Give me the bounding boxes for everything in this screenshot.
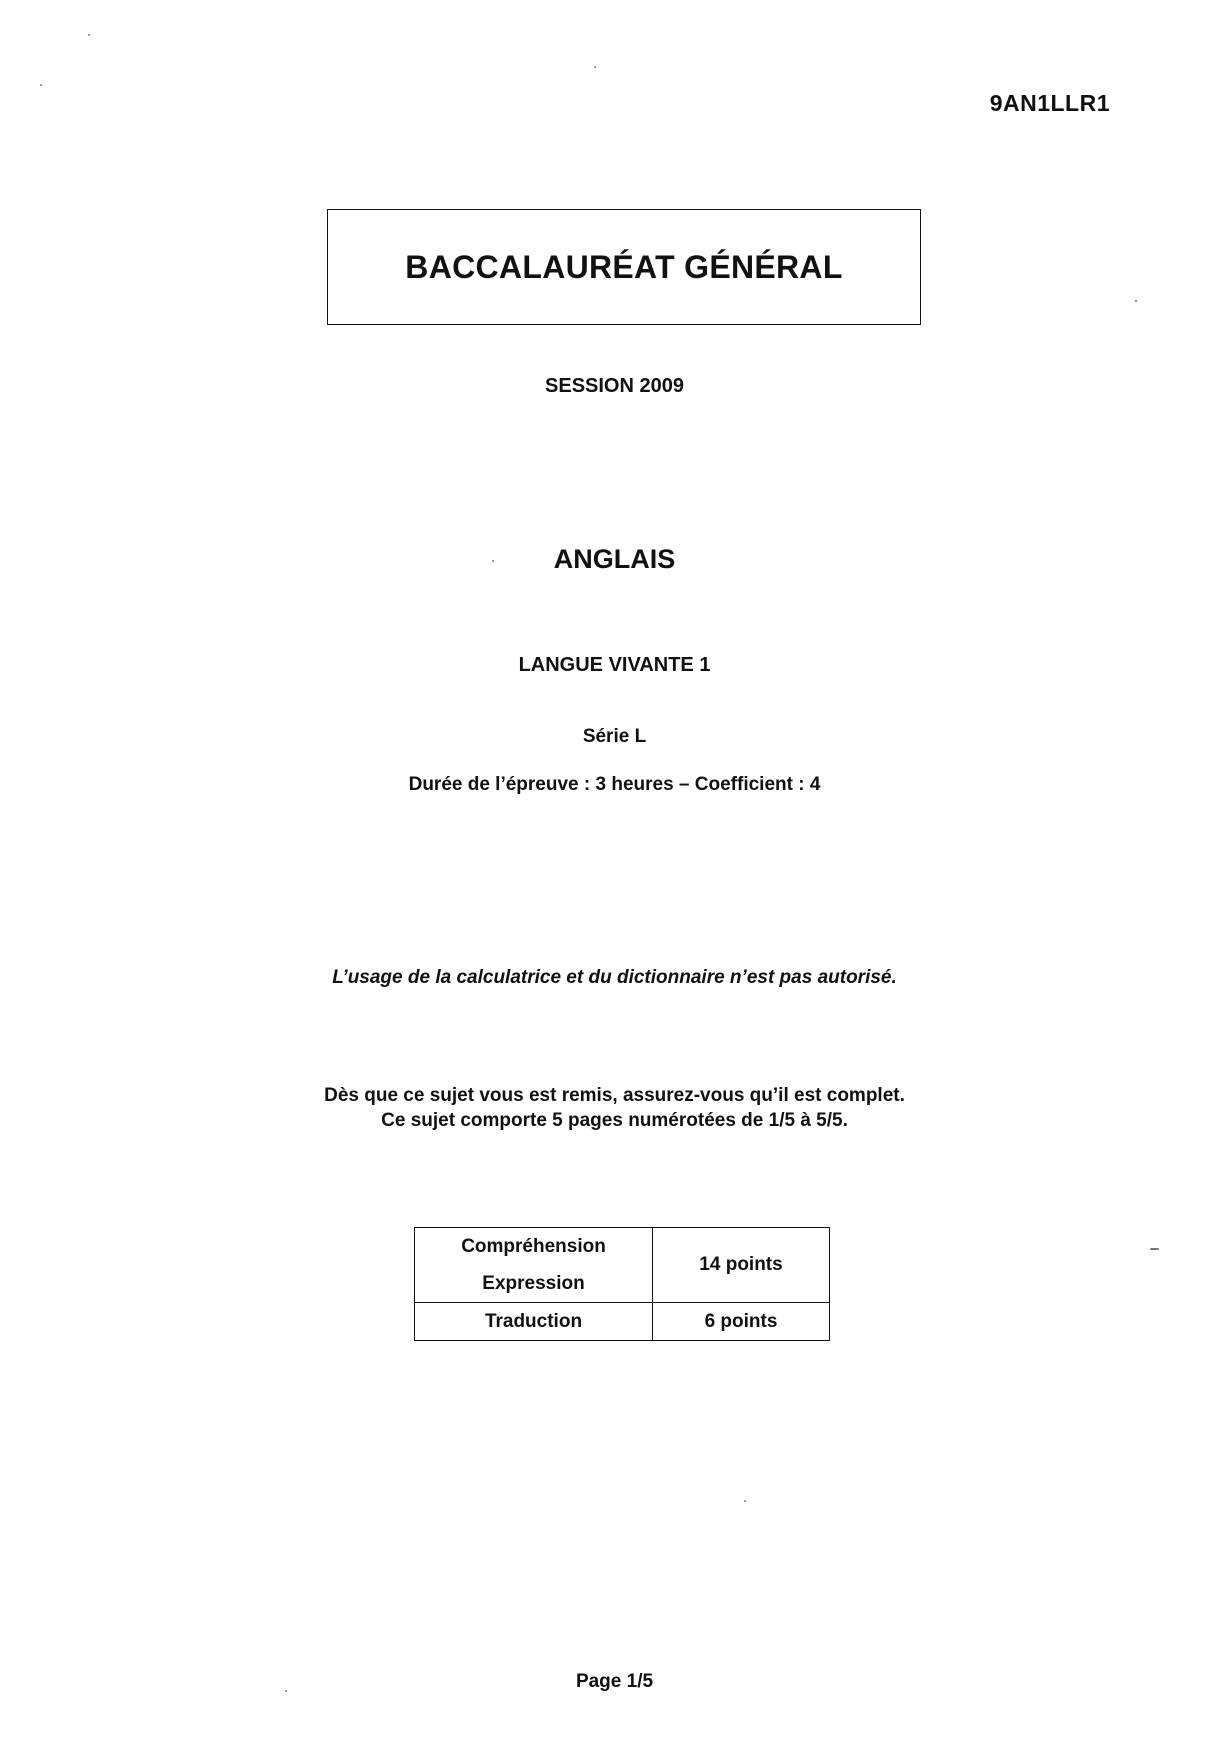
table-row	[415, 1228, 830, 1303]
session-label: SESSION 2009	[545, 375, 684, 397]
page-number: Page 1/5	[575, 1671, 654, 1692]
duration-coefficient: Durée de l’épreuve : 3 heures – Coefficient : 4	[408, 774, 821, 795]
completeness-notice-line1: Dès que ce sujet vous est remis, assurez-vous qu’il est complet.	[324, 1085, 905, 1106]
scan-speck	[594, 66, 596, 68]
scan-speck	[40, 84, 42, 86]
calculator-notice: L’usage de la calculatrice et du dictionnaire n’est pas autorisé.	[332, 967, 897, 988]
traduction-label: Traduction	[415, 1303, 653, 1341]
table-row	[415, 1303, 830, 1341]
scoring-table	[414, 1227, 830, 1341]
expression-label: Expression	[482, 1273, 585, 1294]
comprehension-label: Compréhension	[461, 1236, 606, 1257]
scan-speck	[88, 34, 90, 36]
scan-speck	[492, 560, 494, 562]
scan-speck	[744, 1500, 746, 1502]
exam-title: BACCALAURÉAT GÉNÉRAL	[405, 248, 843, 285]
table-cell-points: 6 points	[653, 1303, 830, 1341]
document-code: 9AN1LLR1	[989, 90, 1110, 116]
language-level: LANGUE VIVANTE 1	[518, 654, 711, 676]
series-label: Série L	[582, 726, 647, 747]
scan-speck	[1135, 300, 1137, 302]
exam-title-box	[327, 209, 921, 325]
scan-speck	[285, 1690, 287, 1692]
table-cell-label	[415, 1228, 653, 1303]
scan-speck	[1150, 1248, 1159, 1250]
completeness-notice-line2: Ce sujet comporte 5 pages numérotées de 1/5 à 5/5.	[381, 1110, 848, 1131]
subject-title: ANGLAIS	[553, 544, 676, 574]
table-cell-points: 14 points	[653, 1228, 830, 1303]
